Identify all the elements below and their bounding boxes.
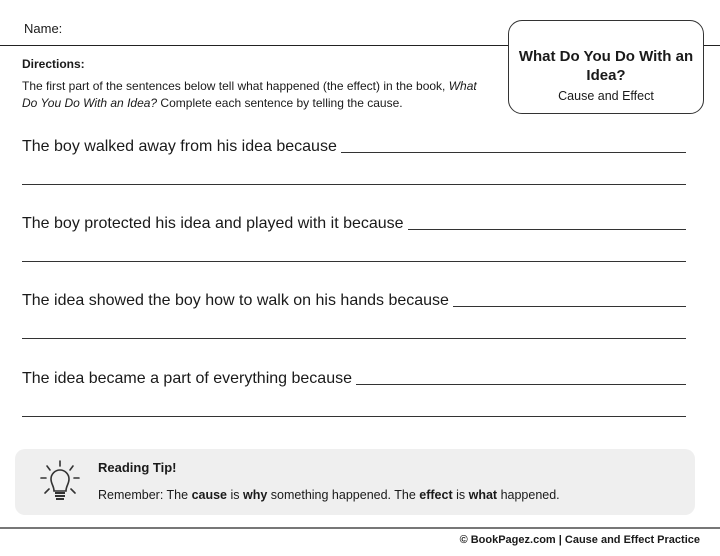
answer-line[interactable] bbox=[22, 261, 686, 262]
question-2 bbox=[22, 215, 686, 262]
answer-blank[interactable] bbox=[341, 138, 686, 153]
tip-keyword-cause: cause bbox=[191, 488, 228, 502]
tip-text-part: happened. bbox=[497, 488, 560, 502]
lightbulb-icon bbox=[38, 460, 82, 506]
answer-line[interactable] bbox=[22, 416, 686, 417]
question-prompt: The idea became a part of everything because bbox=[22, 370, 352, 387]
directions-heading: Directions: bbox=[22, 57, 85, 71]
answer-blank[interactable] bbox=[453, 292, 686, 307]
name-label: Name: bbox=[24, 21, 63, 36]
question-3 bbox=[22, 292, 686, 339]
answer-blank[interactable] bbox=[356, 370, 686, 385]
tip-text-part: Remember: The bbox=[98, 488, 192, 502]
tip-text-part: something happened. The bbox=[267, 488, 420, 502]
reading-tip-text bbox=[98, 488, 560, 502]
tip-keyword-effect: effect bbox=[419, 488, 453, 502]
question-prompt: The boy walked away from his idea because bbox=[22, 138, 337, 155]
tip-keyword-what: what bbox=[468, 488, 498, 502]
question-prompt: The boy protected his idea and played with it because bbox=[22, 215, 404, 232]
title-box bbox=[508, 20, 704, 114]
question-4 bbox=[22, 370, 686, 417]
question-prompt: The idea showed the boy how to walk on his hands because bbox=[22, 292, 449, 309]
worksheet-title: What Do You Do With an Idea? bbox=[518, 48, 694, 84]
tip-text-part: is bbox=[452, 488, 469, 502]
tip-keyword-why: why bbox=[243, 488, 268, 502]
directions-text-part: The first part of the sentences below tell what happened (the effect) in the book, bbox=[22, 79, 449, 93]
answer-line[interactable] bbox=[22, 338, 686, 339]
tip-text-part: is bbox=[227, 488, 243, 502]
question-1 bbox=[22, 138, 686, 185]
reading-tip-box bbox=[15, 449, 695, 515]
directions-text bbox=[22, 78, 492, 112]
footer-credit: © BookPagez.com | Cause and Effect Practice bbox=[459, 534, 700, 546]
worksheet-subtitle: Cause and Effect bbox=[558, 89, 654, 103]
footer-divider bbox=[0, 527, 720, 529]
book-title: What Do You Do With an Idea? bbox=[22, 79, 477, 110]
directions-text-part: Complete each sentence by telling the cause. bbox=[157, 96, 403, 110]
answer-line[interactable] bbox=[22, 184, 686, 185]
reading-tip-title: Reading Tip! bbox=[98, 460, 177, 475]
answer-blank[interactable] bbox=[408, 215, 686, 230]
